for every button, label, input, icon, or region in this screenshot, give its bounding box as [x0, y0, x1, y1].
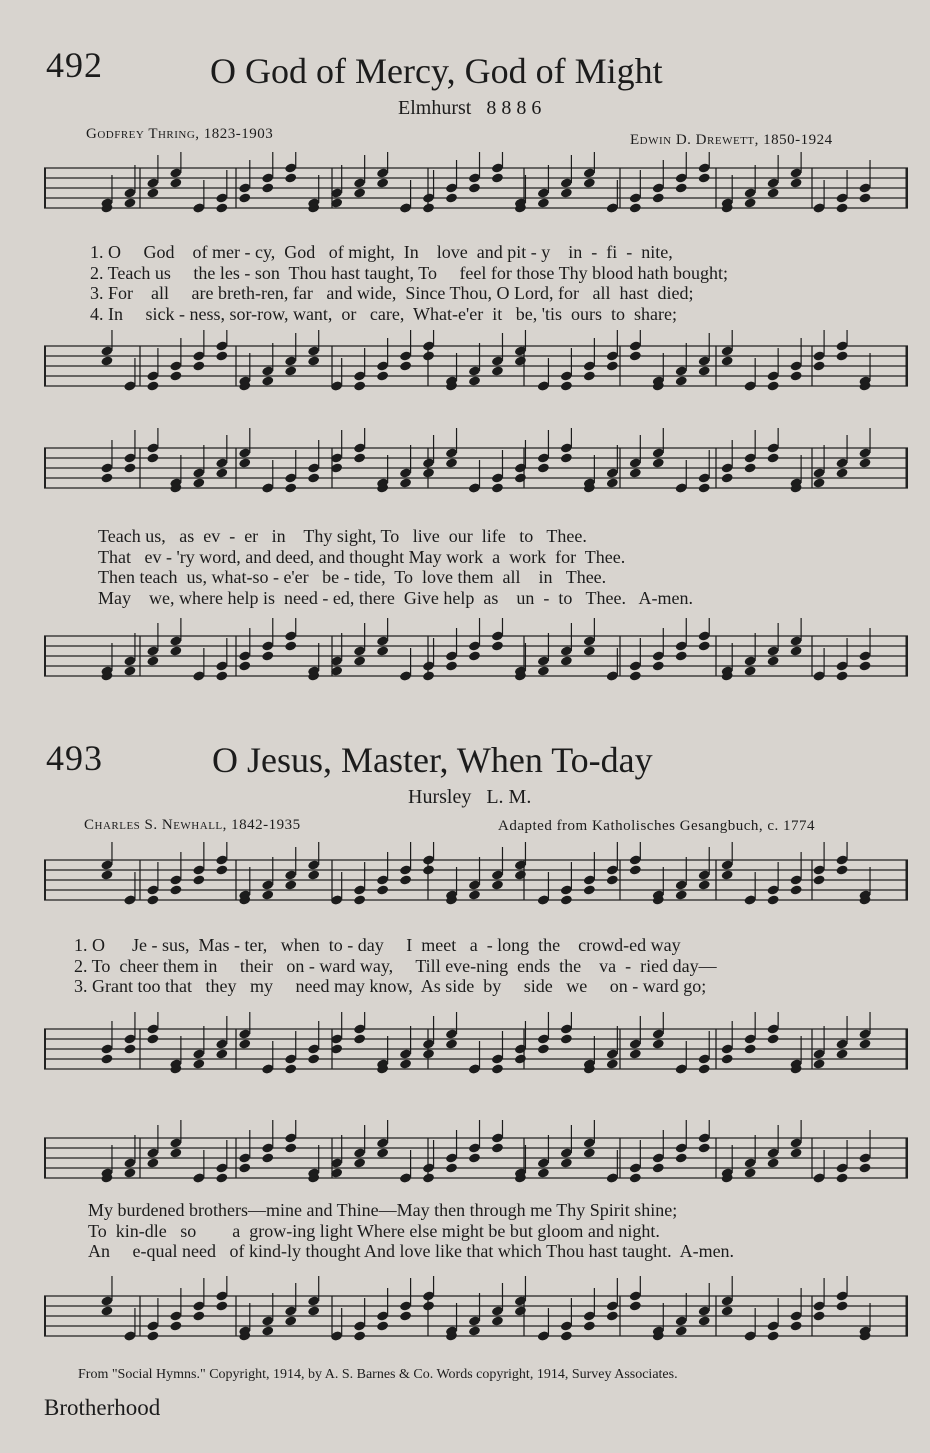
verse-line: My burdened brothers—mine and Thine—May then through me Thy Spirit shine; [88, 1200, 678, 1220]
lyrics-block [88, 1200, 734, 1262]
treble-staff [44, 1120, 908, 1196]
verse-line: 2. Teach us the les - son Thou hast taught, To feel for those Thy blood hath bought; [90, 262, 729, 283]
verse-line: Teach us, as ev - er in Thy sight, To live our life to Thee. [98, 526, 587, 546]
bass-staff [44, 1276, 908, 1356]
tune-name: Elmhurst [398, 97, 472, 119]
composer-credit: Edwin D. Drewett, 1850-1924 [630, 132, 833, 148]
hymn-number: 493 [46, 738, 103, 778]
bass-staff [44, 330, 908, 402]
verse-line: 1. O Je - sus, Mas - ter, when to - day I meet a - long the crowd-ed way [74, 935, 681, 955]
bass-staff [44, 1012, 908, 1086]
copyright-footer: From "Social Hymns." Copyright, 1914, by A. S. Barnes & Co. Words copyright, 1914, Survey Associates. [78, 1367, 678, 1382]
author-credit: Godfrey Thring, 1823-1903 [86, 126, 274, 142]
tune-line [408, 786, 531, 809]
tune-meter: L. M. [486, 786, 532, 808]
section-label: Brotherhood [44, 1395, 161, 1420]
treble-staff [44, 842, 908, 918]
hymn-title: O Jesus, Master, When To-day [212, 740, 653, 780]
verse-line: 3. Grant too that they my need may know, As side by side we on - ward go; [74, 976, 707, 996]
verse-line: Then teach us, what-so - e'er be - tide, To love them all in Thee. [98, 567, 607, 587]
verse-line: 2. To cheer them in their on - ward way, Till eve-ning ends the va - ried day— [74, 955, 717, 976]
tune-line [398, 97, 541, 120]
composer-credit: Adapted from Katholisches Gesangbuch, c. 1774 [498, 818, 816, 834]
verse-line: May we, where help is need - ed, there Give help as un - to Thee. A-men. [98, 587, 693, 608]
lyrics-block [90, 242, 728, 324]
verse-line: 1. O God of mer - cy, God of might, In love and pit - y in - fi - nite, [90, 242, 673, 262]
treble-staff [44, 428, 908, 508]
verse-line: 4. In sick - ness, sor-row, want, or care, What-e'er it be, 'tis ours to share; [90, 303, 677, 324]
tune-meter: 8 8 8 6 [486, 97, 542, 119]
hymn-title: O God of Mercy, God of Might [210, 51, 663, 91]
lyrics-block [74, 935, 717, 997]
tune-name: Hursley [408, 786, 472, 808]
bass-staff [44, 618, 908, 694]
author-credit: Charles S. Newhall, 1842-1935 [84, 817, 301, 833]
verse-line: That ev - 'ry word, and deed, and thought May work a work for Thee. [98, 546, 626, 567]
verse-line: To kin-dle so a grow-ing light Where else might be but gloom and night. [88, 1220, 660, 1241]
verse-line: 3. For all are breth-ren, far and wide, Since Thou, O Lord, for all hast died; [90, 283, 694, 303]
hymn-number: 492 [46, 45, 103, 85]
verse-line: An e-qual need of kind-ly thought And love like that which Thou hast taught. A-men. [88, 1241, 735, 1261]
lyrics-block [98, 526, 693, 608]
treble-staff [44, 152, 908, 224]
